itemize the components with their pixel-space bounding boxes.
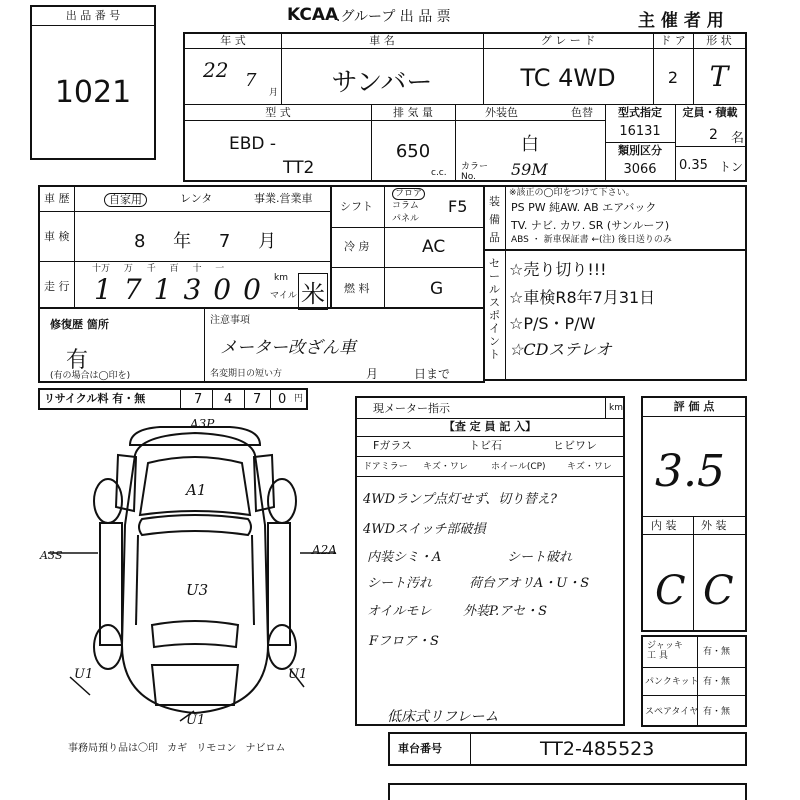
body-value: T [709,60,729,93]
inspector-note-6: 荷台アオリA・U・S [469,576,590,591]
grade-label: グ レ ー ド [540,34,596,47]
exterior-value: C [703,568,734,614]
notes-label: 注意事項 [210,315,250,326]
repair-label: 修復歴 箇所 [50,318,109,331]
trim-label: 色替 [571,106,593,119]
lot-number-box [30,5,156,160]
shift-label: シフト [340,200,373,213]
jack-label: ジャッキ 工 具 [647,641,683,661]
repair-note: (有の場合は◯印を) [50,371,131,381]
meter-label: 現メーター指示 [373,402,450,415]
grading-score: 3.5 [655,446,725,497]
mark-u1-right: U1 [288,667,308,682]
chassis-value: TT2-485523 [540,738,655,760]
meter-unit: km [609,403,623,413]
row1-crack: ヒビワレ [553,439,597,452]
row2-wheel-damage: キズ・ワレ [567,462,612,472]
year-label: 年 式 [220,34,246,47]
model-value-2: TT2 [283,158,315,178]
form-title: .グループ 出 品 票 [336,9,451,25]
equipment-line-2: TV. ナビ. カワ. SR (サンルーフ) [511,219,670,232]
mileage-unit-mile: マイル [270,291,297,301]
row1-chip: トビ石 [469,439,502,452]
lot-number: 1021 [54,75,132,110]
row1-fglass: Fガラス [373,439,412,452]
load-unit: トン [719,160,744,174]
history-label: 車 歴 [44,192,70,205]
opt-business: 事業.営業車 [254,192,313,205]
month-unit: 月 [269,88,279,98]
inspector-note-9: Fフロア・S [369,634,439,649]
inspector-note-5: シート汚れ [367,576,433,591]
type-designation-value: 16131 [619,124,661,139]
name-change-month: 月 [366,367,379,381]
month-value: 7 [245,70,257,91]
equipment-label: 装 備 品 [489,195,500,244]
interior-label: 内 装 [651,519,677,532]
car-diagram [40,415,350,740]
mark-a1: A1 [186,481,207,499]
row2-mirror-damage: キズ・ワレ [423,462,468,472]
shift-opt-panel: パネル [392,214,420,224]
inspector-note-2: 4WDスイッチ部破損 [363,522,486,537]
ac-label: 冷 房 [344,240,370,253]
exterior-label: 外 装 [701,519,727,532]
repair-value: 有 [66,348,89,373]
mark-u1-rear: U1 [186,713,206,728]
puncture-label: パンクキット [645,677,699,687]
inspector-note-8: 外装P.アセ・S [463,604,548,619]
chassis-box [388,732,747,766]
equipment-check-box [641,635,747,727]
recycle-digit-2: 4 [224,392,233,407]
recycle-label: リサイクル料 有・無 [44,392,146,405]
spare-label: スペアタイヤ [645,707,699,717]
shift-opt-floor: フロア [392,188,425,200]
capacity-label: 定員・積載 [682,106,738,119]
recycle-digit-4: 0 [278,392,287,407]
sales-point-4: ☆CDステレオ [509,340,612,359]
seats-unit: 名 [731,131,745,146]
name-change-day: 日まで [414,367,451,381]
doors-label: ド ア [660,34,686,47]
model-label: 型 式 [265,106,291,119]
history-box [38,185,332,309]
inspector-note-4: シート破れ [507,550,573,565]
ac-value: AC [422,237,446,257]
inspector-box [355,396,625,726]
inspector-note-7: オイルモレ [367,604,432,619]
diagram-footer: 事務局預り品は〇印 カギ リモコン ナビロム [68,743,286,754]
vehicle-table [183,32,747,182]
opt-private: 自家用 [104,193,147,207]
mileage-unit-km: km [274,273,288,283]
mark-a3s: A3S [40,549,63,562]
mark-u3: U3 [186,581,209,599]
equipment-box [483,185,747,251]
mileage-value: 171300 [94,273,273,306]
inspection-label: 車 検 [44,230,70,243]
inspector-note-3: 内装シミ・A [367,550,442,565]
spare-yes-no: 有・無 [703,707,731,717]
color-label: 外装色 [485,106,518,119]
name-value: サンバー [331,68,433,98]
sales-point-3: ☆P/S・P/W [509,314,596,333]
jack-yes-no: 有・無 [703,647,731,657]
color-no-value: 59M [511,160,548,179]
inspector-section-label: 【査 定 員 記 入】 [443,420,537,433]
shift-value: F5 [448,197,468,216]
org-logo: KCAA [287,5,339,25]
inspection-value: 8 年 7 月 [134,231,277,252]
equipment-line-3: ABS ・ 新車保証書 ←(注) 後日送りのみ [511,235,672,245]
class-value: 3066 [623,162,657,177]
interior-value: C [655,568,686,614]
seats-value: 2 [709,127,718,143]
recycle-unit: 円 [294,394,304,404]
sales-point-2: ☆車検R8年7月31日 [509,288,656,307]
sales-points-label: セールスポイント [489,257,500,361]
car-outline-icon [40,415,350,740]
notes-value: メーター改ざん車 [220,338,356,358]
mark-a3p: A3P [190,417,215,431]
sales-point-1: ☆売り切り!!! [509,260,607,279]
grading-label: 評 価 点 [673,400,715,413]
name-change-label: 名変期日の短い方 [210,369,283,379]
sales-points-box [483,249,747,381]
fuel-value: G [430,279,444,299]
name-label: 車 名 [369,34,395,47]
mileage-digits-header: 十万 万 千 百 十 一 [92,264,225,274]
inspector-note-10: 低床式リフレーム [387,709,499,725]
fuel-label: 燃 料 [344,282,370,295]
displacement-label: 排 気 量 [393,106,433,119]
recycle-box [38,388,308,410]
recycle-digit-1: 7 [194,392,203,407]
row2-wheel: ホイール(CP) [491,462,546,472]
row2-mirror: ドアミラー [363,462,408,472]
load-value: 0.35 [679,158,708,173]
body-label: 形 状 [706,34,732,47]
color-no-label: カラー No. [461,162,489,182]
equipment-line-1: PS PW 純AW. AB エアバック [511,201,657,214]
drivetrain-box [330,185,485,309]
puncture-yes-no: 有・無 [703,677,731,687]
displacement-value: 650 [395,141,431,162]
equipment-note: ※該正の◯印をつけて下さい。 [509,188,635,198]
mark-u1-left: U1 [74,667,94,682]
doors-value: 2 [667,68,679,87]
mark-a2a: A2A [312,543,337,557]
model-value-1: EBD - [229,134,277,154]
organizer-label: 主 催 者 用 [638,11,724,31]
displacement-unit: c.c. [431,168,447,178]
bottom-partial-box [388,783,747,800]
class-label: 類別区分 [618,144,662,157]
mileage-label: 走 行 [44,280,70,293]
lot-label: 出 品 番 号 [65,9,121,22]
opt-rental: レンタ [180,192,213,205]
grade-value: TC 4WD [520,64,616,92]
grading-box [641,396,747,632]
mileage-mark: 米 [298,273,328,310]
year-value: 22 [203,58,229,82]
type-designation-label: 型式指定 [618,106,662,119]
inspector-note-1: 4WDランプ点灯せず、切り替え? [363,492,557,507]
recycle-digit-3: 7 [253,392,262,407]
color-value: 白 [521,134,539,155]
chassis-label: 車台番号 [398,742,442,755]
repair-box [38,307,485,383]
shift-opt-column: コラム [392,201,419,211]
